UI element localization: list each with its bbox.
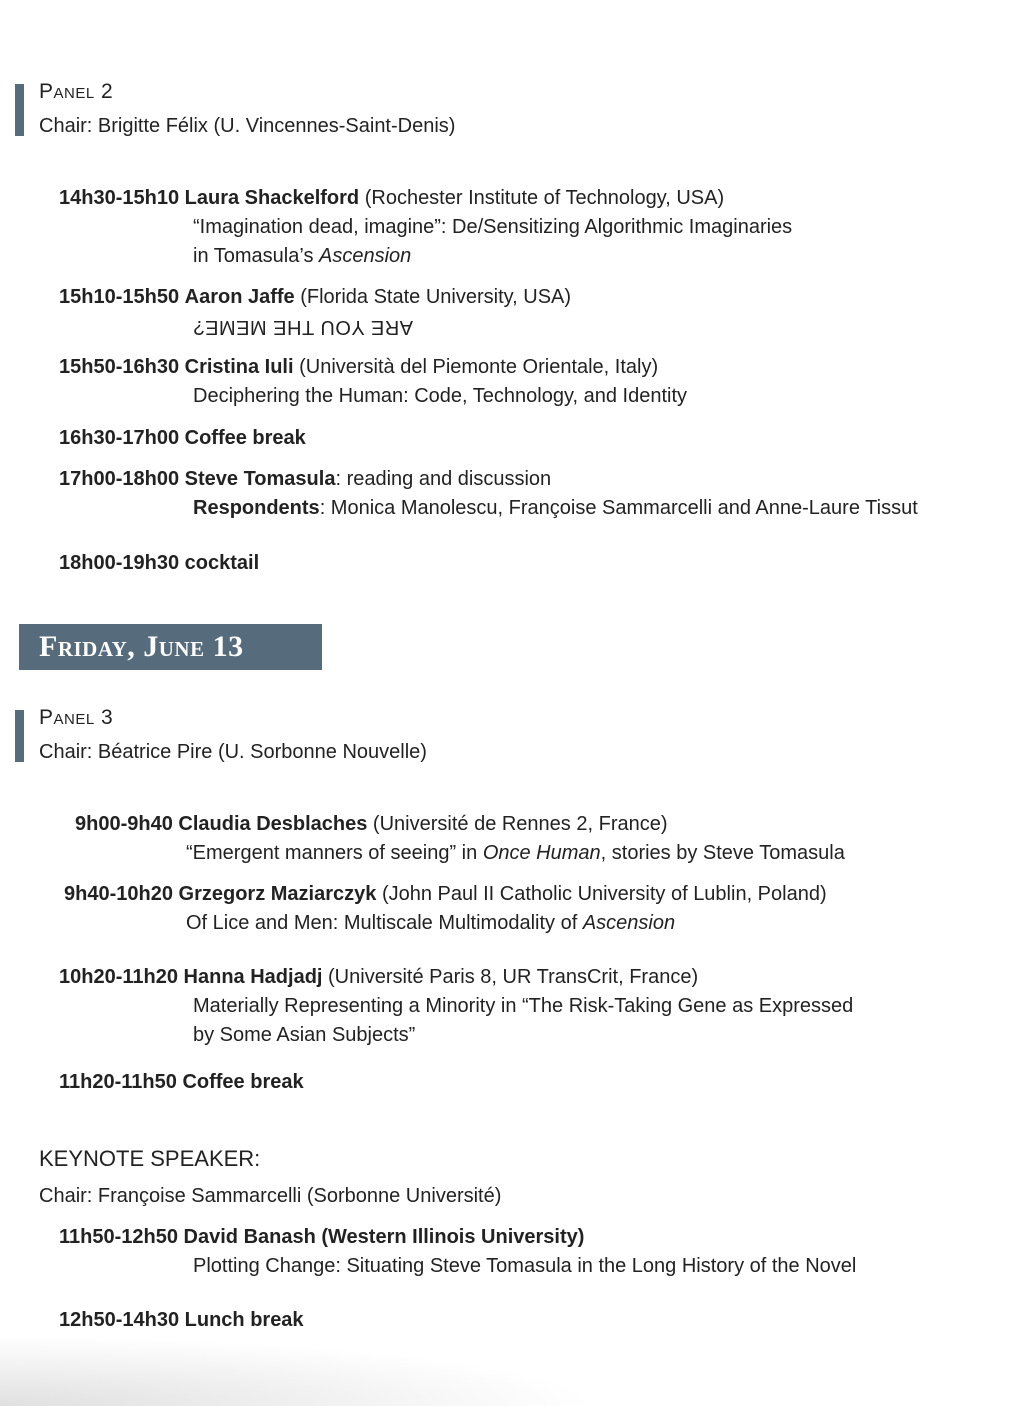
- entry-talk-title-italic: Ascension: [319, 245, 412, 267]
- panel-chair: Chair: Brigitte Félix (U. Vincennes-Saint-Denis): [39, 115, 456, 137]
- panel-3-header: [15, 706, 427, 763]
- entry-affiliation: (Rochester Institute of Technology, USA): [359, 187, 725, 209]
- panel-title: Panel 2: [39, 80, 114, 103]
- entry-speaker: Lunch break: [184, 1309, 304, 1331]
- panel-title: Panel 3: [39, 706, 114, 729]
- entry-speaker: Cristina Iuli: [184, 356, 294, 378]
- entry-time: 16h30-17h00: [59, 427, 180, 449]
- day-banner: Friday, June 13: [19, 624, 322, 670]
- entry-speaker: David Banash (Western Illinois University): [183, 1226, 585, 1248]
- entry-talk-title-mirrored: ARE YOU THE MEME?: [193, 316, 414, 338]
- entry-time: 9h40-10h20: [64, 883, 173, 905]
- entry-speaker: Hanna Hadjadj: [183, 966, 323, 988]
- entry-time: 18h00-19h30: [59, 552, 180, 574]
- entry-time: 15h50-16h30: [59, 356, 180, 378]
- entry-speaker: Aaron Jaffe: [184, 286, 295, 308]
- entry-talk-title-cont: in Tomasula’s: [193, 245, 319, 267]
- entry-affiliation: (Université Paris 8, UR TransCrit, France): [322, 966, 699, 988]
- panel-2-header: [15, 80, 456, 137]
- entry-talk-title: Of Lice and Men: Multiscale Multimodality of: [186, 912, 583, 934]
- entry-time: 11h50-12h50: [59, 1226, 178, 1248]
- schedule-entry: [59, 465, 918, 523]
- schedule-entry: [59, 184, 792, 271]
- entry-speaker: Steve Tomasula: [184, 468, 336, 490]
- entry-time: 17h00-18h00: [59, 468, 180, 490]
- entry-affiliation: : reading and discussion: [335, 468, 552, 490]
- entry-time: 10h20-11h20: [59, 966, 178, 988]
- entry-time: 11h20-11h50: [59, 1071, 177, 1093]
- entry-speaker: Claudia Desblaches: [178, 813, 368, 835]
- entry-time: 15h10-15h50: [59, 286, 180, 308]
- page-shadow: [0, 1336, 600, 1406]
- schedule-entry: [59, 1223, 856, 1281]
- entry-talk-title-italic: Once Human: [482, 842, 601, 864]
- entry-talk-title: “Imagination dead, imagine”: De/Sensitizing Algorithmic Imaginaries: [193, 216, 793, 238]
- entry-affiliation: (Florida State University, USA): [294, 286, 572, 308]
- entry-talk-title: “Emergent manners of seeing” in: [186, 842, 483, 864]
- entry-talk-title: Plotting Change: Situating Steve Tomasula in the Long History of the Novel: [193, 1255, 857, 1277]
- keynote-title: KEYNOTE SPEAKER:: [39, 1146, 261, 1171]
- entry-talk-title: Materially Representing a Minority in “The Risk-Taking Gene as Expressed: [193, 995, 854, 1017]
- entry-affiliation: (John Paul II Catholic University of Lublin, Poland): [376, 883, 827, 905]
- entry-affiliation: (Université de Rennes 2, France): [367, 813, 668, 835]
- respondents-label: Respondents: [193, 497, 320, 519]
- entry-time: 12h50-14h30: [59, 1309, 180, 1331]
- respondents-list: : Monica Manolescu, Françoise Sammarcelli and Anne-Laure Tissut: [319, 497, 918, 519]
- entry-talk-title-cont: , stories by Steve Tomasula: [600, 842, 845, 864]
- schedule-entry: [59, 283, 571, 341]
- panel-chair: Chair: Béatrice Pire (U. Sorbonne Nouvelle): [39, 741, 427, 763]
- entry-talk-title: Deciphering the Human: Code, Technology, and Identity: [193, 385, 688, 407]
- entry-talk-title-italic: Ascension: [582, 912, 676, 934]
- schedule-entry: [64, 880, 827, 938]
- schedule-entry: [59, 1306, 304, 1335]
- entry-time: 14h30-15h10: [59, 187, 180, 209]
- schedule-entry: [59, 963, 853, 1050]
- schedule-entry: [59, 549, 259, 578]
- entry-affiliation: (Università del Piemonte Orientale, Italy): [293, 356, 659, 378]
- schedule-entry: [75, 810, 845, 868]
- schedule-entry: [59, 1068, 304, 1097]
- entry-speaker: Grzegorz Maziarczyk: [178, 883, 377, 905]
- entry-talk-title-cont: by Some Asian Subjects”: [193, 1024, 416, 1046]
- entry-speaker: cocktail: [184, 552, 260, 574]
- entry-speaker: Coffee break: [184, 427, 306, 449]
- keynote-chair: Chair: Françoise Sammarcelli (Sorbonne Université): [39, 1185, 502, 1207]
- entry-speaker: Coffee break: [182, 1071, 304, 1093]
- schedule-entry: [59, 353, 687, 411]
- entry-time: 9h00-9h40: [75, 813, 173, 835]
- schedule-entry: [59, 424, 306, 453]
- entry-speaker: Laura Shackelford: [184, 187, 360, 209]
